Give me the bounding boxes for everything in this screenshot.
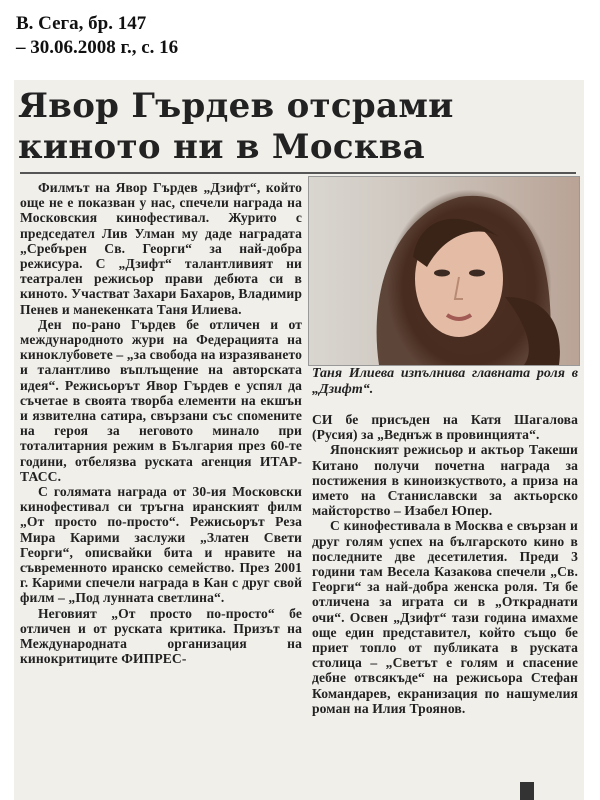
headline [18, 86, 578, 168]
article-photo [308, 176, 580, 366]
article-column-2 [312, 412, 578, 716]
col1-paragraph: Ден по-рано Гърдев бе отличен и от международното жури на Федерацията на киноклубовете – „за свобода на изразяването и талантливо въплъщение на авторската идея“. Режисьорът Явор Гърдев е успял да съчетае в своята творба елементи на екшън и язвителна сатира, свързани със спомените на героя за неговото минало при тоталитарния режим в България през 60-те години, отбелязва руската агенция ИТАР-ТАСС. [20, 316, 302, 484]
col2-paragraph: С кинофестивала в Москва е свързан и друг голям успех на българското кино в последните две десетилетия. Преди 3 години там Весела Казакова спечели „Св. Георги“ за най-добра женска роля. Тя бе отличена за играта си в „Откраднати очи“. Освен „Дзифт“ тази година имахме още един представител, който също бе приет топло от публиката в руската столица – „Светът е голям и спасение дебне отвсякъде“ на режисьора Стефан Командарев, екранизация по нашумелия роман на Илия Троянов. [312, 518, 578, 716]
headline-line-1: Явор Гърдев отсрами [18, 86, 454, 126]
headline-rule [20, 172, 576, 174]
headline-line-2: киното ни в Москва [18, 127, 425, 167]
source-line-1: В. Сега, бр. 147 [16, 13, 147, 34]
col1-paragraph: Филмът на Явор Гърдев „Дзифт“, който още не е показван у нас, спечели награда на Московския кинофестивал. Журито с председател Лив Улман му даде наградата „Сребърен Св. Георги“ за най-добра режисура. С „Дзифт“ талантливият ни театрален режисьор прави дебюта си в киното. Участват Захари Бахаров, Владимир Пенев и манекенката Таня Илиева. [20, 180, 302, 317]
col2-paragraph: Японският режисьор и актьор Такеши Китано получи почетна награда за постижения в киноизкуството, а приза на името на Станиславски за актьорско майсторство – Изабел Юпер. [312, 442, 578, 519]
col1-paragraph: С голямата награда от 30-ия Московски кинофестивал си тръгна иранският филм „От просто по-просто“. Режисьорът Реза Мира Карими заслужи „Златен Свети Георги“, описвайки бита и нравите на съвременното иранско семейство. През 2001 г. Карими спечели награда в Кан с друг свой филм – „Под лунната светлина“. [20, 484, 302, 606]
source-citation [16, 12, 178, 60]
portrait-illustration [309, 177, 579, 365]
col2-paragraph: СИ бе присъден на Катя Шагалова (Русия) за „Веднъж в провинцията“. [312, 412, 578, 443]
page-edge-mark [520, 782, 534, 800]
article-column-1 [20, 180, 302, 667]
source-line-2: – 30.06.2008 г., с. 16 [16, 37, 179, 58]
col1-paragraph: Неговият „От просто по-просто“ бе отличен и от руската критика. Призът на Международната организация на кинокритиците ФИПРЕС- [20, 605, 302, 667]
photo-caption: Таня Илиева изпълнива главната роля в „Дзифт“. [312, 366, 578, 397]
